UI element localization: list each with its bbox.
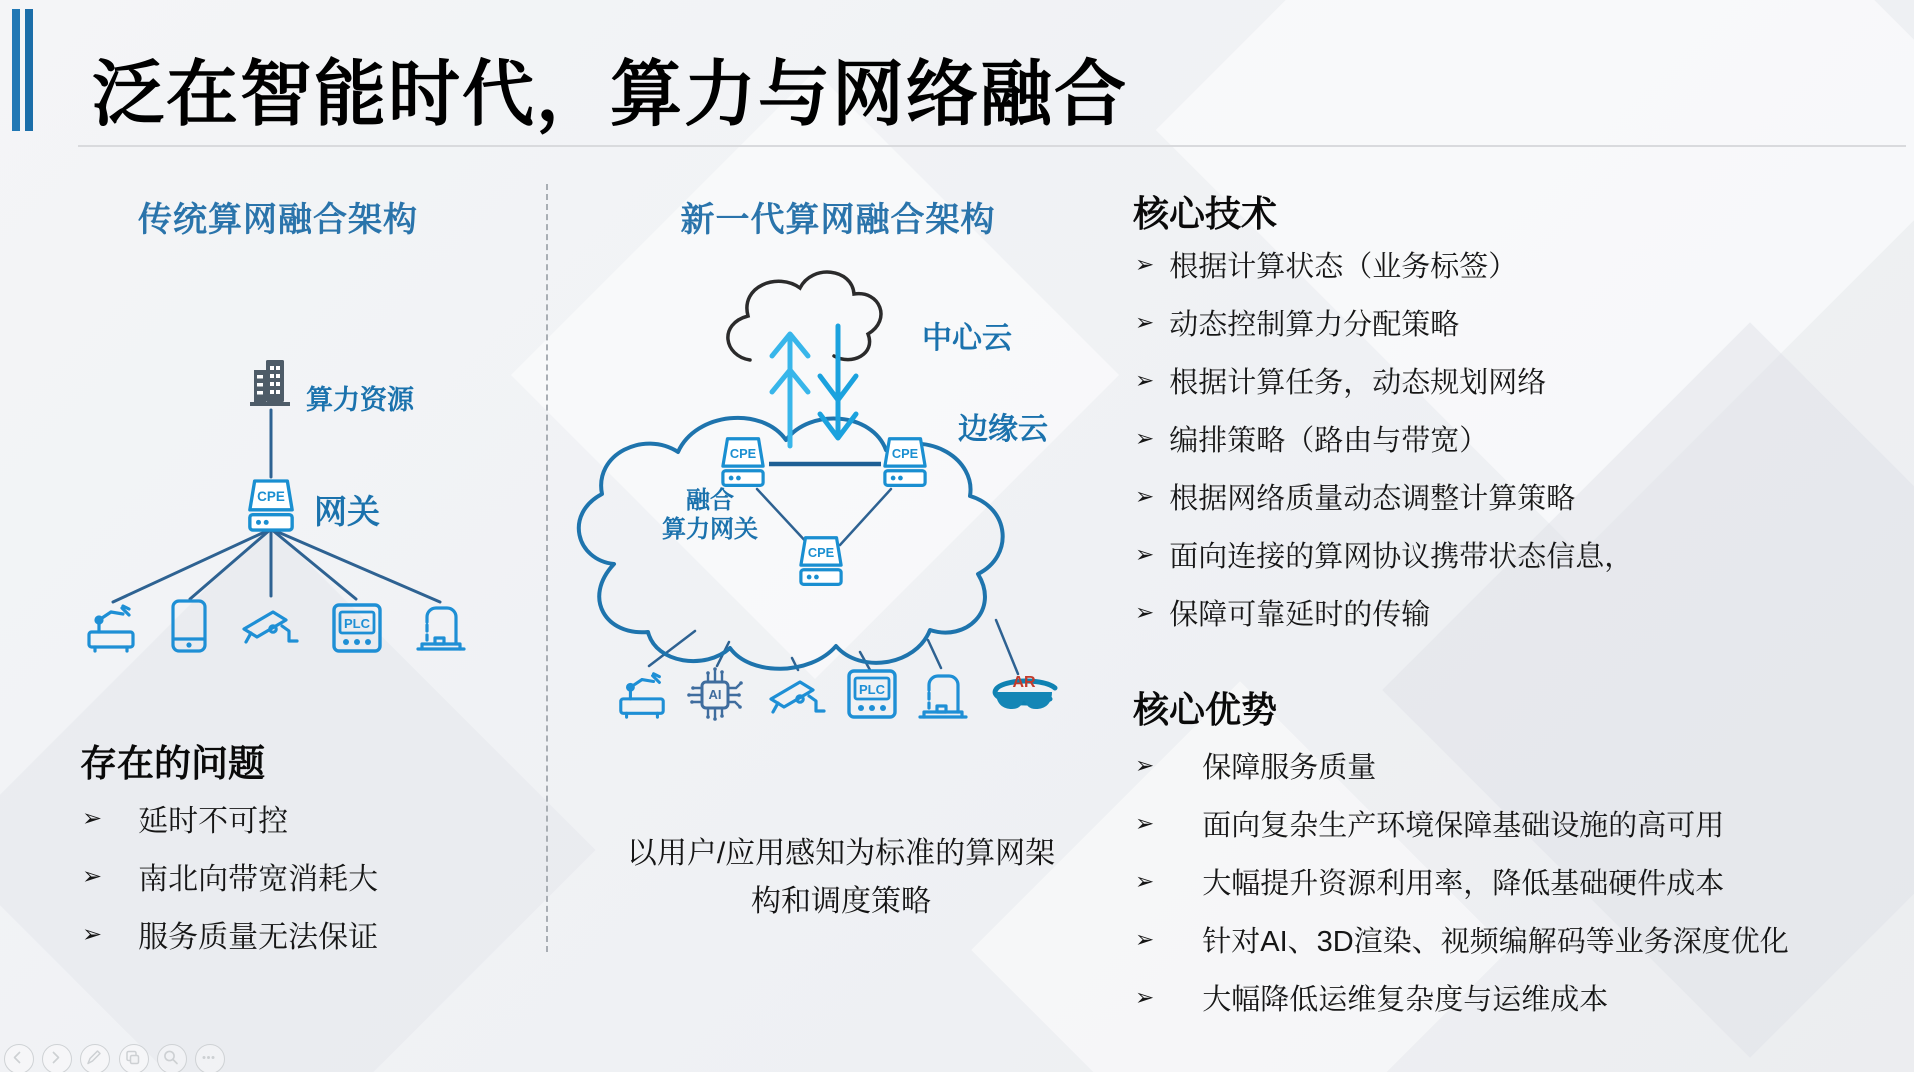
previous-slide-button[interactable]: [4, 1044, 34, 1072]
middle-column-header: 新一代算网融合架构: [680, 201, 996, 239]
bullet-arrow-icon: ➢: [82, 804, 103, 832]
list-item: [1135, 247, 1633, 281]
bullet-arrow-icon: ➢: [1135, 925, 1155, 952]
list-item: [1135, 922, 1789, 956]
core-advantages-list: [1135, 748, 1789, 1038]
svg-text:AI: AI: [708, 687, 722, 702]
gateway-label: 网关: [314, 493, 380, 530]
problems-heading: 存在的问题: [80, 743, 265, 784]
bullet-arrow-icon: ➢: [1135, 598, 1155, 625]
bullet-arrow-icon: ➢: [1135, 867, 1155, 894]
core-tech-item: 根据网络质量动态调整计算策略: [1169, 482, 1576, 515]
core-tech-item: 编排策略（路由与带宽）: [1169, 424, 1489, 457]
next-slide-button[interactable]: [42, 1044, 72, 1072]
plc-controller-icon-mid: [846, 668, 898, 720]
more-icon: [196, 1045, 221, 1070]
core-advantages-heading: 核心优势: [1133, 689, 1278, 730]
robot-arm-icon: [79, 600, 143, 656]
robot-arm-icon-mid: [611, 668, 673, 722]
core-advantage-item: 大幅提升资源利用率，降低基础硬件成本: [1202, 867, 1725, 900]
core-advantage-item: 大幅降低运维复杂度与运维成本: [1202, 983, 1609, 1016]
svg-text:CPE: CPE: [807, 544, 835, 560]
converged-gateway-label-line1: 融合: [686, 487, 734, 514]
problems-list: [82, 798, 378, 972]
svg-text:PLC: PLC: [344, 616, 370, 631]
slide-panel-button[interactable]: [119, 1044, 149, 1072]
list-item: [82, 856, 378, 896]
core-tech-item: 保障可靠延时的传输: [1169, 598, 1431, 631]
core-advantage-item: 针对AI、3D渲染、视频编解码等业务深度优化: [1202, 925, 1789, 958]
tablet-terminal-icon: [167, 598, 211, 656]
cpe-icon-mid-bottom: [797, 535, 845, 588]
accent-bar-right: [25, 9, 33, 131]
svg-text:AR: AR: [1012, 674, 1036, 691]
problem-item: 服务质量无法保证: [138, 921, 379, 954]
core-tech-item: 根据计算状态（业务标签）: [1169, 250, 1518, 283]
core-tech-item: 面向连接的算网协议携带状态信息，: [1169, 540, 1634, 573]
core-tech-list: [1135, 247, 1633, 653]
bullet-arrow-icon: ➢: [1135, 482, 1155, 509]
svg-text:PLC: PLC: [859, 682, 885, 697]
core-tech-item: 根据计算任务，动态规划网络: [1169, 366, 1547, 399]
list-item: [82, 914, 378, 954]
computing-resource-building-icon: [247, 358, 293, 408]
bullet-arrow-icon: ➢: [1135, 424, 1155, 451]
cnc-machine-icon-left: [413, 600, 469, 654]
bullet-arrow-icon: ➢: [1135, 366, 1155, 393]
central-cloud-label: 中心云: [922, 322, 1012, 355]
bullet-arrow-icon: ➢: [82, 920, 103, 948]
plc-controller-icon-left: [331, 602, 383, 654]
list-item: [1135, 980, 1789, 1014]
pen-icon: [81, 1045, 106, 1070]
zoom-button[interactable]: [157, 1044, 187, 1072]
middle-caption-line2: 构和调度策略: [751, 885, 931, 918]
core-advantage-item: 面向复杂生产环境保障基础设施的高可用: [1202, 809, 1725, 842]
converged-gateway-label-line2: 算力网关: [662, 516, 758, 543]
problem-item: 南北向带宽消耗大: [138, 863, 379, 896]
list-item: [1135, 537, 1633, 571]
cctv-camera-icon-mid: [767, 672, 829, 724]
bullet-arrow-icon: ➢: [1135, 751, 1155, 778]
title-divider: [78, 145, 1906, 147]
cpe-icon-mid-left: [719, 436, 767, 489]
list-item: [1135, 421, 1633, 455]
cpe-icon-mid-right: [881, 436, 929, 489]
core-tech-heading: 核心技术: [1133, 193, 1278, 234]
list-item: [82, 798, 378, 838]
middle-caption-line1: 以用户/应用感知为标准的算网架: [626, 837, 1056, 870]
pen-button[interactable]: [80, 1044, 110, 1072]
cpe-gateway-icon-left: [246, 478, 296, 534]
list-item: [1135, 748, 1789, 782]
more-options-button[interactable]: [195, 1044, 225, 1072]
accent-bar-left: [12, 9, 20, 131]
problem-item: 延时不可控: [138, 805, 289, 838]
edge-cloud-label: 边缘云: [958, 413, 1048, 446]
converged-gateway-label: [640, 486, 780, 544]
ai-chip-icon: [684, 664, 746, 726]
core-advantage-item: 保障服务质量: [1202, 751, 1377, 784]
column-dashed-divider: [546, 184, 548, 952]
computing-resource-label: 算力资源: [306, 385, 414, 415]
svg-text:CPE: CPE: [891, 445, 919, 461]
list-item: [1135, 806, 1789, 840]
core-tech-item: 动态控制算力分配策略: [1169, 308, 1460, 341]
bullet-arrow-icon: ➢: [82, 862, 103, 890]
bullet-arrow-icon: ➢: [1135, 308, 1155, 335]
svg-text:CPE: CPE: [257, 489, 285, 505]
bullet-arrow-icon: ➢: [1135, 809, 1155, 836]
bullet-arrow-icon: ➢: [1135, 250, 1155, 277]
ar-glasses-icon: [987, 672, 1061, 722]
slides-icon: [120, 1045, 145, 1070]
list-item: [1135, 864, 1789, 898]
page-title: 泛在智能时代，算力与网络融合: [92, 55, 1129, 135]
bullet-arrow-icon: ➢: [1135, 983, 1155, 1010]
cctv-camera-icon: [240, 602, 302, 654]
previous-icon: [5, 1045, 30, 1070]
next-icon: [43, 1045, 68, 1070]
bullet-arrow-icon: ➢: [1135, 540, 1155, 567]
cnc-machine-icon-mid: [915, 668, 971, 722]
list-item: [1135, 363, 1633, 397]
list-item: [1135, 305, 1633, 339]
list-item: [1135, 595, 1633, 629]
svg-text:CPE: CPE: [729, 445, 757, 461]
magnifier-icon: [158, 1045, 183, 1070]
middle-caption: [560, 830, 1122, 926]
list-item: [1135, 479, 1633, 513]
left-column-header: 传统算网融合架构: [138, 201, 418, 239]
